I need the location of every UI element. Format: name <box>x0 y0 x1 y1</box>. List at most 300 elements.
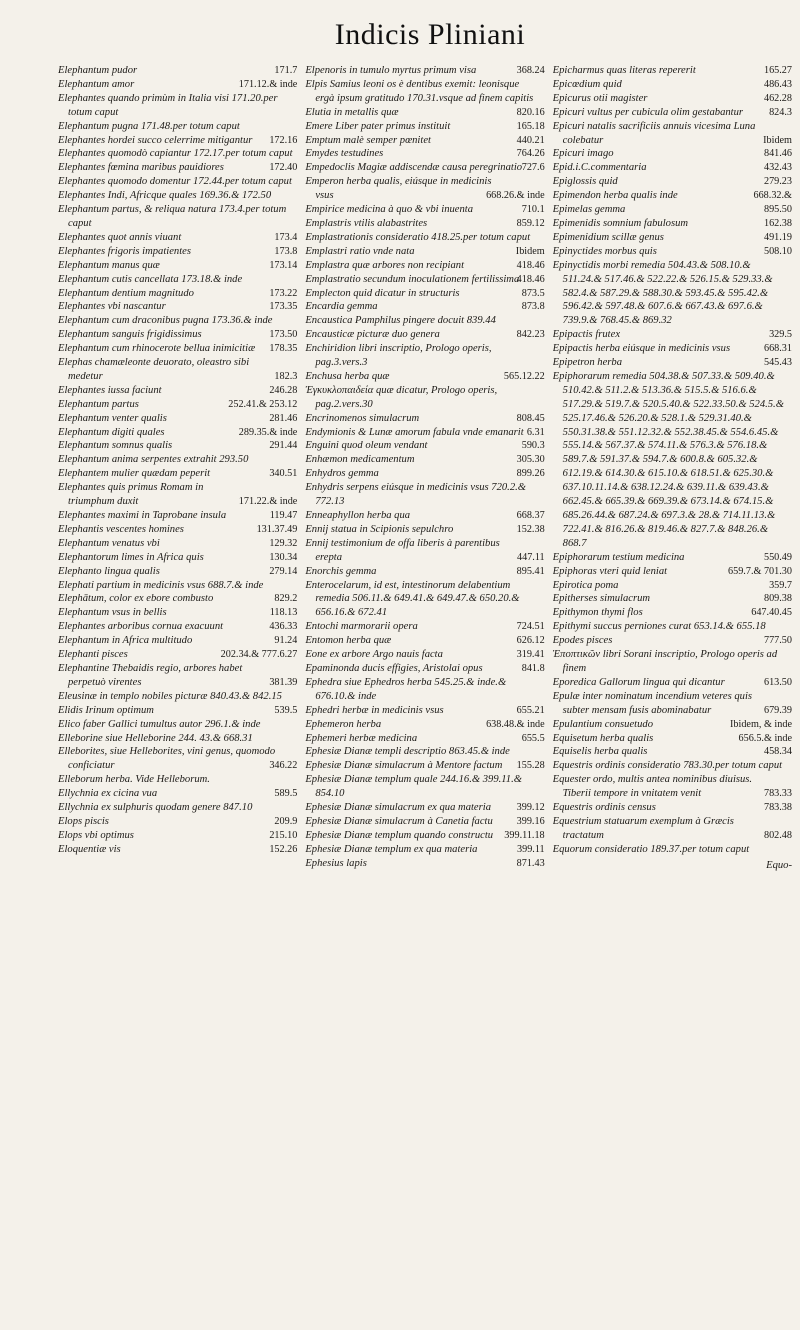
index-reference: 399.16 <box>516 815 545 827</box>
index-entry <box>305 815 544 829</box>
index-term: Ephesiæ Dianæ templi descriptio 863.45.& inde <box>305 746 510 758</box>
index-entry <box>58 773 297 787</box>
index-term: Ephedra siue Ephedros herba 545.25.& inde.& 676.10.& inde <box>305 676 507 702</box>
index-term: Elephantes quomodò capiantur 172.17.per totum caput <box>58 148 293 160</box>
index-reference: 399.11 <box>517 843 545 855</box>
index-reference: 727.6 <box>521 162 545 174</box>
index-entry <box>58 78 297 92</box>
index-reference: 841.8 <box>521 662 545 674</box>
index-term: Elephantorum limes in Africa quis <box>58 551 204 563</box>
index-term: Epimenidium scillæ genus <box>552 231 664 243</box>
index-term: Epinyctides morbus quis <box>552 245 657 257</box>
index-column-right <box>553 64 792 1324</box>
index-entry <box>305 662 544 676</box>
index-reference: 458.34 <box>763 746 792 758</box>
index-term: Encausticæ picturæ duo genera <box>305 329 440 341</box>
index-term: Empedoclis Magiæ addiscendæ causa peregrinatio <box>305 162 523 174</box>
index-term: Elephantum venter qualis <box>58 412 167 424</box>
index-term: Elephantes frigoris impatientes <box>58 245 192 257</box>
index-reference: 279.23 <box>763 176 792 188</box>
index-term: Elops piscis <box>58 815 109 827</box>
index-reference: 550.49 <box>763 551 792 563</box>
index-entry <box>58 426 297 440</box>
index-term: Encardia gemma <box>305 301 378 313</box>
index-reference: 340.51 <box>269 468 298 480</box>
index-term: Enorchis gemma <box>305 565 377 577</box>
index-entry <box>305 453 544 467</box>
index-reference: 152.26 <box>269 843 298 855</box>
index-term: Ellychnia ex cicina vua <box>58 788 158 800</box>
index-term: Elephantes quot annis viuant <box>58 231 182 243</box>
index-term: Elephantem mulier quædam peperit <box>58 468 211 480</box>
index-entry <box>305 300 544 314</box>
index-term: Elephantum cutis cancellata 173.18.& inde <box>58 273 243 285</box>
index-reference: 829.2 <box>274 593 298 605</box>
index-reference: Ibidem <box>515 245 545 257</box>
index-reference: 668.26.& inde <box>486 190 545 202</box>
index-term: Epiglossis quid <box>552 176 618 188</box>
index-reference: 119.47 <box>269 510 298 521</box>
index-entry <box>58 537 297 551</box>
index-term: Ephesiæ Dianæ templum quando constructu <box>305 829 494 841</box>
index-reference: 418.46 <box>516 273 545 285</box>
index-reference: 656.5.& inde <box>738 732 792 744</box>
index-term: Empirice medicina à quo & vbi inuenta <box>305 204 474 216</box>
index-term: Epicœdium quid <box>552 78 622 90</box>
index-reference: 281.46 <box>269 412 298 424</box>
index-term: Enhydros gemma <box>305 468 379 480</box>
index-term: Epicurus otii magister <box>552 92 648 104</box>
index-entry <box>58 551 297 565</box>
index-reference: 899.26 <box>516 468 545 480</box>
index-term: Elephantis vescentes homines <box>58 523 184 535</box>
index-entry <box>305 231 544 245</box>
index-reference: 432.43 <box>763 162 792 174</box>
index-entry <box>58 300 297 314</box>
index-reference: 626.12 <box>516 635 545 647</box>
index-reference: 565.12.22 <box>503 370 545 382</box>
index-term: Epulantium consuetudo <box>552 718 653 730</box>
index-term: Entochi marmorarii opera <box>305 621 418 633</box>
index-term: Elephantes arboribus cornua exacuunt <box>58 621 224 633</box>
index-reference: 182.3 <box>274 370 298 382</box>
index-entry <box>553 342 792 356</box>
index-reference: 165.27 <box>763 65 792 76</box>
index-term: Epirotica poma <box>552 579 619 591</box>
index-reference: 172.16 <box>269 134 298 146</box>
index-term: Encaustica Pamphilus pingere docuit 839.44 <box>305 315 496 327</box>
index-reference: 895.41 <box>516 565 545 577</box>
index-entry <box>305 120 544 134</box>
index-term: Epiphoras vteri quid leniat <box>552 565 668 577</box>
index-term: Elico faber Gallici tumultus autor 296.1.& inde <box>58 718 261 730</box>
index-entry <box>58 398 297 412</box>
index-reference: 873.5 <box>521 287 545 299</box>
index-reference: 171.12.& inde <box>238 78 298 90</box>
index-term: Epimendon herba qualis inde <box>552 190 678 202</box>
index-entry <box>305 745 544 759</box>
index-entry <box>553 648 792 676</box>
index-reference: 91.24 <box>274 635 298 647</box>
index-entry <box>305 147 544 161</box>
index-term: Eporedica Gallorum lingua qui dicantur <box>552 676 725 688</box>
index-term: Eleusinæ in templo nobiles picturæ 840.43.& 842.15 <box>58 690 282 702</box>
index-term: Elephantum partus, & reliqua natura 173.4.per totum caput <box>58 204 287 229</box>
index-reference: 808.45 <box>516 412 545 424</box>
index-entry <box>305 801 544 815</box>
index-entry <box>58 328 297 342</box>
index-entry <box>305 426 544 440</box>
index-entry <box>553 328 792 342</box>
index-entry <box>305 565 544 579</box>
index-reference: 613.50 <box>763 676 792 688</box>
index-term: Enhydris serpens eiúsque in medicinis vsus 720.2.& 772.13 <box>305 482 527 508</box>
index-term: Enneaphyllon herba qua <box>305 510 411 521</box>
index-reference: 399.12 <box>516 802 545 814</box>
index-term: Equiselis herba qualis <box>552 746 648 758</box>
index-reference: 764.26 <box>516 148 545 160</box>
index-term: Epimenidis somnium fabulosum <box>552 217 689 229</box>
index-term: Elephas chamæleonte deuorato, oleastro sibi medetur <box>58 357 250 382</box>
index-entry <box>58 565 297 579</box>
index-entry <box>58 439 297 453</box>
index-term: Epodes pisces <box>552 635 613 647</box>
index-entry <box>305 259 544 273</box>
index-entry <box>305 467 544 481</box>
index-entry <box>305 175 544 203</box>
index-term: Ellychnia ex sulphuris quodam genere 847.10 <box>58 802 253 814</box>
index-entry <box>305 620 544 634</box>
index-term: Epicharmus quas literas repererit <box>552 65 696 76</box>
index-term: Ephedri herbæ in medicinis vsus <box>305 704 444 716</box>
index-entry <box>58 620 297 634</box>
index-reference: 820.16 <box>516 106 545 118</box>
index-reference: 824.3 <box>769 106 792 118</box>
index-entry <box>305 161 544 175</box>
index-term: Emplastratio secundum inoculationem fertilissima <box>305 273 520 285</box>
index-entry <box>58 189 297 203</box>
index-entry <box>58 134 297 148</box>
index-entry <box>305 857 544 871</box>
index-entry <box>58 704 297 718</box>
index-term: Ennij statua in Scipionis sepulchro <box>305 523 454 535</box>
index-term: Elephantum sanguis frigidissimus <box>58 329 202 341</box>
index-entry <box>553 745 792 759</box>
index-reference: 436.33 <box>269 621 298 633</box>
index-reference: 783.33 <box>763 788 792 800</box>
index-term: Elephantum venatus vbi <box>58 537 160 549</box>
index-reference: 589.5 <box>274 788 298 800</box>
index-entry <box>305 245 544 259</box>
index-term: Elleborum herba. Vide Helleborum. <box>58 774 210 786</box>
index-reference: 155.28 <box>516 760 545 772</box>
index-entry <box>305 384 544 412</box>
index-entry <box>58 147 297 161</box>
index-entry <box>305 481 544 509</box>
index-term: Elleborites, siue Helleborites, vini genus, quomodo conficiatur <box>58 746 276 772</box>
index-entry <box>58 718 297 732</box>
index-term: Equisetum herba qualis <box>552 732 654 744</box>
index-reference: 130.34 <box>269 551 298 563</box>
index-term: Elephantum anima serpentes extrahit 293.50 <box>58 454 249 466</box>
index-term: Epicuri natalis sacrificiis annuis vicesima Luna colebatur <box>552 120 756 146</box>
index-entry <box>553 356 792 370</box>
index-entry <box>553 565 792 579</box>
index-entry <box>305 704 544 718</box>
index-entry <box>553 690 792 718</box>
index-term: Encrinomenos simulacrum <box>305 412 420 424</box>
index-entry <box>553 676 792 690</box>
index-reference: 289.35.& inde <box>238 426 298 438</box>
index-entry <box>58 690 297 704</box>
index-entry <box>553 120 792 148</box>
index-entry <box>58 412 297 426</box>
index-reference: 346.22 <box>269 760 298 772</box>
index-reference: 178.35 <box>269 343 298 355</box>
index-entry <box>305 843 544 857</box>
index-entry <box>305 64 544 78</box>
index-entry <box>553 606 792 620</box>
index-term: Epipetron herba <box>552 357 622 369</box>
index-term: Ephemeron herba <box>305 718 382 730</box>
index-reference: 399.11.18 <box>504 829 545 841</box>
index-reference: 173.8 <box>274 245 298 257</box>
index-term: Elephantes hordei succo celerrime mitigantur <box>58 134 253 146</box>
index-entry <box>553 64 792 78</box>
index-term: Epipactis herba eiúsque in medicinis vsus <box>552 343 731 355</box>
index-reference: 202.34.& 777.6.27 <box>220 649 298 661</box>
index-reference: 710.1 <box>521 204 545 216</box>
index-term: Elephantum pudor <box>58 65 138 76</box>
index-term: Endymionis & Lunæ amorum fabula vnde emanarit <box>305 426 524 438</box>
index-term: Ennij testimonium de offa liberis à parentibus erepta <box>305 537 500 563</box>
index-reference: 590.3 <box>521 440 545 452</box>
page-header <box>0 18 800 58</box>
index-entry <box>553 231 792 245</box>
index-entry <box>305 412 544 426</box>
index-entry <box>553 147 792 161</box>
index-reference: 329.5 <box>769 329 792 341</box>
index-column-left <box>58 64 297 1324</box>
index-term: Elephantes iussa faciunt <box>58 384 162 396</box>
index-reference: 291.44 <box>269 440 298 452</box>
index-reference: 539.5 <box>274 704 298 716</box>
index-term: Elleborine siue Helleborine 244. 43.& 668.31 <box>58 732 253 744</box>
index-entry <box>305 217 544 231</box>
index-term: Elephantes vbi nascantur <box>58 301 166 313</box>
index-reference: 802.48 <box>763 829 792 841</box>
index-entry <box>58 662 297 690</box>
index-term: Elephantum amor <box>58 78 135 90</box>
index-entry <box>305 648 544 662</box>
index-entry <box>58 829 297 843</box>
index-term: Epiphorarum testium medicina <box>552 551 685 563</box>
index-reference: 129.32 <box>269 537 298 549</box>
index-entry <box>553 245 792 259</box>
index-reference: 486.43 <box>763 78 792 90</box>
index-entry <box>305 273 544 287</box>
index-term: Elops vbi optimus <box>58 829 134 841</box>
index-term: Emplastra quæ arbores non recipiant <box>305 259 465 271</box>
index-reference: 508.10 <box>763 245 792 257</box>
index-term: Ephemeri herbæ medicina <box>305 732 418 744</box>
index-entry <box>553 161 792 175</box>
index-reference: 809.38 <box>763 593 792 605</box>
index-entry <box>58 843 297 857</box>
index-reference: 655.21 <box>516 704 545 716</box>
index-reference: 152.38 <box>516 523 545 535</box>
index-entry <box>553 634 792 648</box>
index-entry <box>305 342 544 370</box>
index-reference: 165.18 <box>516 120 545 132</box>
index-term: Eone ex arbore Argo nauis facta <box>305 649 443 661</box>
index-term: Emptum malè semper pœnitet <box>305 134 431 146</box>
index-entry <box>58 384 297 398</box>
index-reference: 859.12 <box>516 217 545 229</box>
index-term: Ἐποπτικῶν libri Sorani inscriptio, Prologo operis ad finem <box>552 649 778 674</box>
index-entry <box>58 314 297 328</box>
index-reference: 668.37 <box>516 510 545 521</box>
index-entry <box>553 732 792 746</box>
index-reference: 381.39 <box>269 676 298 688</box>
index-term: Elpenoris in tumulo myrtus primum visa <box>305 65 477 76</box>
index-entry <box>305 78 544 106</box>
index-entry <box>58 259 297 273</box>
index-reference: 252.41.& 253.12 <box>228 398 298 410</box>
index-entry <box>58 467 297 481</box>
index-term: Elephantum in Africa multitudo <box>58 635 193 647</box>
index-term: Elephātum, color ex ebore combusto <box>58 593 214 605</box>
index-entry <box>553 175 792 189</box>
index-entry <box>58 342 297 356</box>
index-entry <box>58 732 297 746</box>
index-entry <box>305 106 544 120</box>
index-term: Emplastrationis consideratio 418.25.per totum caput <box>305 231 531 243</box>
index-term: Equestris ordinis census <box>552 802 656 814</box>
index-entry <box>58 273 297 287</box>
index-term: Epulæ inter nominatum incendium veteres quis subter mensam fusis abominabatur <box>552 690 753 716</box>
index-term: Enchiridion libri inscriptio, Prologo operis, pag.3.vers.3 <box>305 343 492 369</box>
index-term: Enhæmon medicamentum <box>305 454 415 466</box>
index-term: Equestris ordinis consideratio 783.30.per totum caput <box>552 760 783 772</box>
index-reference: 173.35 <box>269 301 298 313</box>
index-entry <box>58 509 297 523</box>
index-entry <box>305 718 544 732</box>
index-term: Elephantum digiti quales <box>58 426 165 438</box>
index-reference: 638.48.& inde <box>486 718 545 730</box>
index-term: Elephantes fœmina maribus pauidiores <box>58 162 224 174</box>
index-reference: 491.19 <box>763 231 792 243</box>
index-entry <box>58 523 297 537</box>
index-term: Ephesiæ Dianæ templum quale 244.16.& 399.11.& 854.10 <box>305 774 522 800</box>
index-reference: 162.38 <box>763 217 792 229</box>
index-entry <box>305 773 544 801</box>
index-entry <box>305 732 544 746</box>
index-reference: 368.24 <box>516 65 545 76</box>
index-term: Elephanto lingua qualis <box>58 565 160 577</box>
index-entry <box>553 217 792 231</box>
index-entry <box>58 606 297 620</box>
index-reference: 418.46 <box>516 259 545 271</box>
index-entry <box>58 175 297 189</box>
index-term: Elephantum pugna 171.48.per totum caput <box>58 120 240 132</box>
index-term: Elephantum vsus in bellis <box>58 607 167 619</box>
index-reference: 246.28 <box>269 384 298 396</box>
index-term: Emplastris vtilis alabastrites <box>305 217 428 229</box>
index-entry <box>58 634 297 648</box>
index-reference: 655.5 <box>521 732 545 744</box>
index-term: Elephanti pisces <box>58 649 128 661</box>
index-term: Emplastri ratio vnde nata <box>305 245 415 257</box>
index-term: Epimelas gemma <box>552 204 626 216</box>
index-columns <box>58 64 792 1324</box>
index-reference: 359.7 <box>769 579 792 591</box>
index-term: Epipactis frutex <box>552 329 621 341</box>
index-reference: 873.8 <box>521 301 545 313</box>
index-term: Eloquentiæ vis <box>58 843 121 855</box>
index-entry <box>58 356 297 384</box>
index-entry <box>553 203 792 217</box>
index-reference: 447.11 <box>517 551 545 563</box>
index-term: Ἐγκυκλοπαιδεία quæ dicatur, Prologo operis, pag.2.vers.30 <box>305 384 498 410</box>
index-entry <box>305 439 544 453</box>
index-entry <box>553 815 792 843</box>
index-term: Emperon herba qualis, eiúsque in medicinis vsus <box>305 176 492 202</box>
index-reference: Ibidem <box>763 134 792 146</box>
index-term: Epitherses simulacrum <box>552 593 651 605</box>
index-entry <box>305 287 544 301</box>
index-reference: Ibidem, & inde <box>730 718 792 730</box>
index-entry <box>305 829 544 843</box>
index-reference: 171.7 <box>274 65 298 76</box>
index-term: Ephesius lapis <box>305 857 367 869</box>
index-term: Elidis Irinum optimum <box>58 704 154 716</box>
index-entry <box>58 231 297 245</box>
index-term: Enterocelarum, id est, intestinorum delabentium remedia 506.11.& 649.41.& 649.47.& 650.20.& 656.16.& 672.41 <box>305 579 520 619</box>
index-reference: 305.30 <box>516 454 545 466</box>
index-entry <box>553 78 792 92</box>
index-reference: 724.51 <box>516 621 545 633</box>
index-term: Epicuri imago <box>552 148 614 160</box>
index-reference: 172.40 <box>269 162 298 174</box>
index-term: Elephantum somnus qualis <box>58 440 173 452</box>
index-term: Elephati partium in medicinis vsus 688.7.& inde <box>58 579 264 591</box>
index-entry <box>553 259 792 329</box>
index-term: Elephantes maximi in Taprobane insula <box>58 510 227 521</box>
index-reference: 668.31 <box>763 343 792 355</box>
index-term: Ephesiæ Dianæ simulacrum ex qua materia <box>305 802 491 814</box>
index-entry <box>553 551 792 565</box>
index-reference: 545.43 <box>763 357 792 369</box>
index-term: Equester ordo, multis antea nominibus diuisus. Tiberii tempore in vnitatem venit <box>552 774 753 800</box>
index-entry <box>305 509 544 523</box>
index-reference: 319.41 <box>516 649 545 661</box>
index-term: Epid.i.C.commentaria <box>552 162 647 174</box>
index-entry <box>305 370 544 384</box>
index-entry <box>553 579 792 593</box>
index-entry <box>553 801 792 815</box>
index-term: Elephantum manus quæ <box>58 259 160 271</box>
index-entry <box>305 328 544 342</box>
index-reference: 462.28 <box>763 92 792 104</box>
index-entry <box>58 745 297 773</box>
index-reference: 777.50 <box>763 635 792 647</box>
index-entry <box>58 64 297 78</box>
index-reference: 279.14 <box>269 565 298 577</box>
index-term: Epaminonda ducis effigies, Aristolai opus <box>305 662 483 674</box>
index-reference: 215.10 <box>269 829 298 841</box>
index-entry <box>553 370 792 551</box>
